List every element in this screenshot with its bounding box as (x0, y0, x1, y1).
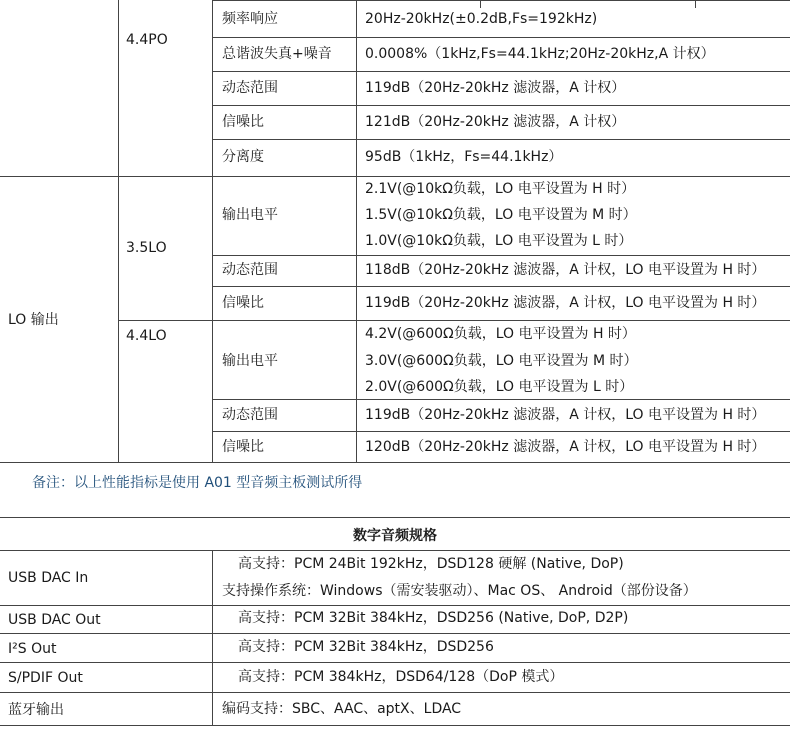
param-value-line: 2.1V(@10kΩ负载，LO 电平设置为 H 时） (365, 181, 636, 197)
param-value-line: 3.0V(@600Ω负载，LO 电平设置为 M 时） (365, 353, 638, 369)
po-group-label: 4.4PO (126, 32, 168, 48)
param-value: 95dB（1kHz，Fs=44.1kHz） (365, 149, 563, 165)
param-label: 分离度 (222, 149, 264, 165)
param-value-line: 1.5V(@10kΩ负载，LO 电平设置为 M 时） (365, 207, 637, 223)
param-label: 动态范围 (222, 262, 278, 278)
param-value: 120dB（20Hz-20kHz 滤波器，A 计权，LO 电平设置为 H 时） (365, 439, 766, 455)
param-label: 动态范围 (222, 407, 278, 423)
lo-section-label: LO 输出 (8, 312, 59, 328)
param-label: 输出电平 (222, 207, 278, 223)
lo-group-label: 4.4LO (126, 328, 167, 344)
digital-row-value: 编码支持：SBC、AAC、aptX、LDAC (222, 701, 462, 717)
param-value: 118dB（20Hz-20kHz 滤波器，A 计权，LO 电平设置为 H 时） (365, 262, 766, 278)
lo-group-label: 3.5LO (126, 240, 167, 256)
digital-row-value: 高支持：PCM 32Bit 384kHz，DSD256 (238, 639, 494, 655)
param-label: 总谐波失真+噪音 (222, 46, 332, 62)
digital-row-value: 高支持：PCM 32Bit 384kHz，DSD256 (Native, DoP, D2P) (238, 610, 629, 626)
param-value: 119dB（20Hz-20kHz 滤波器，A 计权） (365, 80, 626, 96)
digital-row-name: USB DAC In (8, 570, 89, 586)
digital-row-name: S/PDIF Out (8, 670, 83, 686)
digital-row-name: 蓝牙输出 (8, 702, 64, 718)
digital-row-value: 高支持：PCM 384kHz，DSD64/128（DoP 模式） (238, 669, 564, 685)
digital-audio-table (0, 517, 790, 727)
footnote: 备注：以上性能指标是使用 A01 型音频主板测试所得 (32, 475, 363, 491)
param-label: 信噪比 (222, 295, 264, 311)
param-label: 频率响应 (222, 11, 278, 27)
param-label: 信噪比 (222, 439, 264, 455)
param-label: 动态范围 (222, 80, 278, 96)
param-value: 20Hz-20kHz(±0.2dB,Fs=192kHz) (365, 11, 598, 27)
param-value: 119dB（20Hz-20kHz 滤波器，A 计权，LO 电平设置为 H 时） (365, 407, 766, 423)
digital-row-value: 支持操作系统：Windows（需安装驱动）、Mac OS、 Android（部份设备） (222, 583, 697, 599)
param-label: 信噪比 (222, 114, 264, 130)
param-value-line: 4.2V(@600Ω负载，LO 电平设置为 H 时） (365, 326, 636, 342)
param-value: 0.0008%（1kHz,Fs=44.1kHz;20Hz-20kHz,A 计权） (365, 46, 715, 62)
param-value-line: 1.0V(@10kΩ负载，LO 电平设置为 L 时） (365, 233, 633, 249)
digital-row-value: 高支持：PCM 24Bit 192kHz，DSD128 硬解 (Native, DoP) (238, 556, 624, 572)
section-title: 数字音频规格 (353, 528, 437, 544)
param-value-line: 2.0V(@600Ω负载，LO 电平设置为 L 时） (365, 379, 634, 395)
param-label: 输出电平 (222, 353, 278, 369)
digital-row-name: USB DAC Out (8, 612, 101, 628)
digital-row-name: I²S Out (8, 641, 57, 657)
param-value: 121dB（20Hz-20kHz 滤波器，A 计权） (365, 114, 626, 130)
param-value: 119dB（20Hz-20kHz 滤波器，A 计权，LO 电平设置为 H 时） (365, 295, 766, 311)
